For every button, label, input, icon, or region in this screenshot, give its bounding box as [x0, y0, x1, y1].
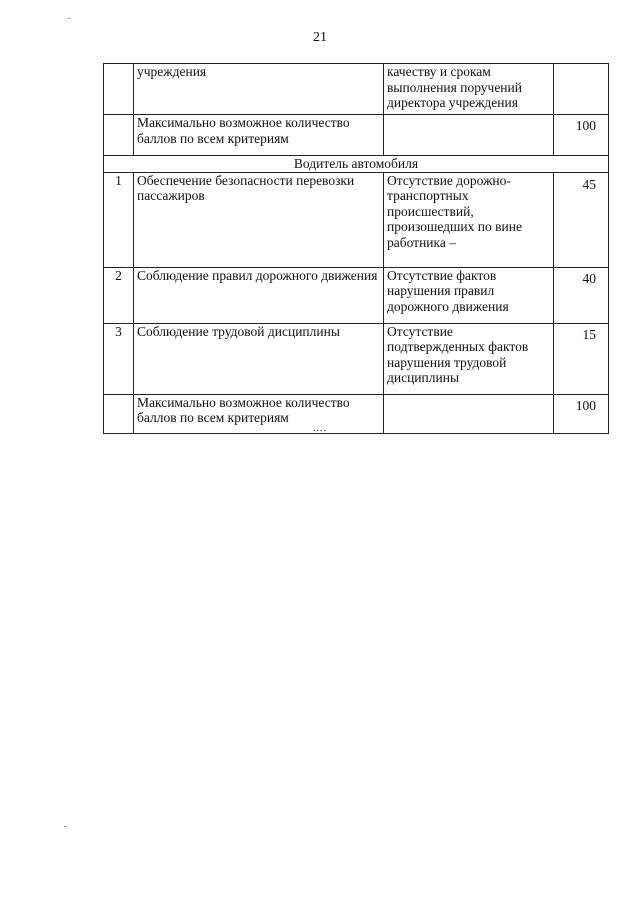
indicator-cell: качеству и срокам выполнения поручений директора учреждения: [384, 64, 554, 115]
score-cell: 40: [554, 267, 609, 323]
score-cell: 45: [554, 172, 609, 267]
section-header-row: [104, 156, 609, 173]
indicator-cell: Отсутствие фактов нарушения правил дорожного движения: [384, 267, 554, 323]
row-number: 3: [104, 323, 134, 394]
score-cell: 15: [554, 323, 609, 394]
criterion-cell: учреждения: [134, 64, 384, 115]
criterion-cell: Соблюдение трудовой дисциплины: [134, 323, 384, 394]
page-number: 21: [313, 30, 327, 45]
criterion-cell: Максимально возможное количество баллов по всем критериям: [134, 115, 384, 156]
criterion-cell: Обеспечение безопасности перевозки пассажиров: [134, 172, 384, 267]
scan-speck: [64, 826, 66, 827]
table-row: [104, 267, 609, 323]
indicator-cell: [384, 115, 554, 156]
row-number: [104, 64, 134, 115]
score-cell: 100: [554, 115, 609, 156]
row-number: 1: [104, 172, 134, 267]
section-title: Водитель автомобиля: [104, 156, 609, 173]
row-number: [104, 115, 134, 156]
table-row: [104, 172, 609, 267]
criterion-cell: Максимально возможное количество баллов по всем критериям: [134, 394, 384, 433]
table-row-max-score: [104, 115, 609, 156]
continuation-mark: ....: [313, 423, 327, 434]
table-row: [104, 64, 609, 115]
row-number: 2: [104, 267, 134, 323]
criterion-cell: Соблюдение правил дорожного движения: [134, 267, 384, 323]
criteria-table: [103, 63, 609, 434]
indicator-cell: Отсутствие дорожно-транспортных происшествий, произошедших по вине работника –: [384, 172, 554, 267]
indicator-cell: Отсутствие подтвержденных фактов нарушения трудовой дисциплины: [384, 323, 554, 394]
score-cell: 100: [554, 394, 609, 433]
score-cell: [554, 64, 609, 115]
table-row: [104, 323, 609, 394]
scan-speck: [68, 18, 70, 19]
